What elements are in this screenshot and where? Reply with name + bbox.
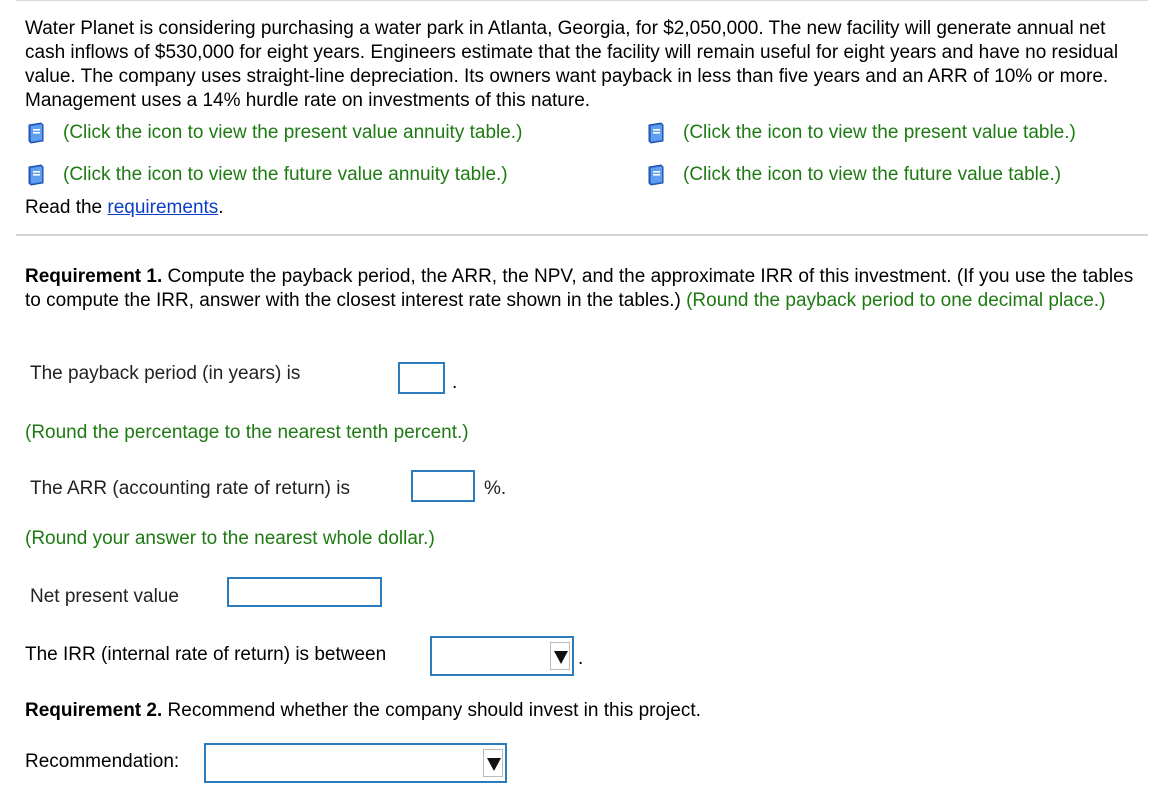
req1-text: Compute the payback period, the ARR, the NPV, and the approximate IRR of this investment. (If you use the tables to compute the IRR, answer with the closest interest rate shown in the tables.) — [25, 266, 1134, 311]
read-prefix: Read the — [25, 197, 108, 218]
section-divider — [16, 234, 1148, 236]
req1-heading: Requirement 1. — [25, 266, 163, 287]
requirements-link[interactable]: requirements — [107, 197, 219, 218]
payback-row — [30, 363, 300, 385]
book-icon[interactable] — [645, 122, 667, 144]
read-requirements — [25, 197, 224, 219]
payback-input[interactable] — [398, 362, 445, 394]
dropdown-arrow-icon[interactable] — [483, 749, 503, 777]
pv-link-label[interactable]: (Click the icon to view the present value table.) — [683, 122, 1076, 143]
irr-label: The IRR (internal rate of return) is between — [25, 644, 387, 665]
requirement-2 — [25, 700, 701, 722]
dropdown-arrow-icon[interactable] — [550, 642, 570, 670]
fv-table-link[interactable] — [645, 164, 1061, 186]
problem-statement: Water Planet is considering purchasing a water park in Atlanta, Georgia, for $2,050,000. The new facility will generate annual net cash inflows of $530,000 for eight years. Engineers estimate that the facility will remain useful for eight years and have no residual value. The company uses straight-line depreciation. Its owners want payback in less than five years and an ARR of 10% or more. Management uses a 14% hurdle rate on investments of this nature. — [25, 18, 1119, 111]
npv-input[interactable] — [227, 577, 382, 607]
fv-annuity-table-link[interactable] — [25, 164, 508, 186]
npv-label: Net present value — [30, 586, 179, 607]
arr-row — [30, 478, 350, 500]
arr-label: The ARR (accounting rate of return) is — [30, 478, 350, 499]
irr-row — [25, 644, 386, 666]
book-icon[interactable] — [645, 164, 667, 186]
req2-text: Recommend whether the company should invest in this project. — [162, 700, 701, 721]
arr-percent-mark: %. — [484, 478, 507, 499]
fv-link-label[interactable]: (Click the icon to view the future value table.) — [683, 164, 1062, 185]
pv-annuity-link-label[interactable]: (Click the icon to view the present value annuity table.) — [63, 122, 523, 143]
book-icon[interactable] — [25, 122, 47, 144]
pv-table-link[interactable] — [645, 122, 1076, 144]
read-suffix: . — [218, 197, 224, 218]
irr-period-mark: . — [578, 648, 584, 669]
irr-range-select[interactable] — [430, 636, 574, 676]
payback-period-mark: . — [452, 372, 458, 393]
round-percentage-hint: (Round the percentage to the nearest tenth percent.) — [25, 422, 469, 443]
fv-annuity-link-label[interactable]: (Click the icon to view the future value annuity table.) — [63, 164, 508, 185]
book-icon[interactable] — [25, 164, 47, 186]
req1-round-hint: (Round the payback period to one decimal place.) — [680, 290, 1106, 311]
recommendation-label: Recommendation: — [25, 751, 180, 772]
pv-annuity-table-link[interactable] — [25, 122, 522, 144]
requirement-1 — [25, 265, 1143, 313]
payback-label: The payback period (in years) is — [30, 363, 301, 384]
arr-input[interactable] — [411, 470, 475, 502]
req2-heading: Requirement 2. — [25, 700, 163, 721]
npv-row — [30, 586, 179, 608]
top-rule — [16, 0, 1148, 1]
recommendation-select[interactable] — [204, 743, 507, 783]
round-dollar-hint: (Round your answer to the nearest whole dollar.) — [25, 528, 435, 549]
